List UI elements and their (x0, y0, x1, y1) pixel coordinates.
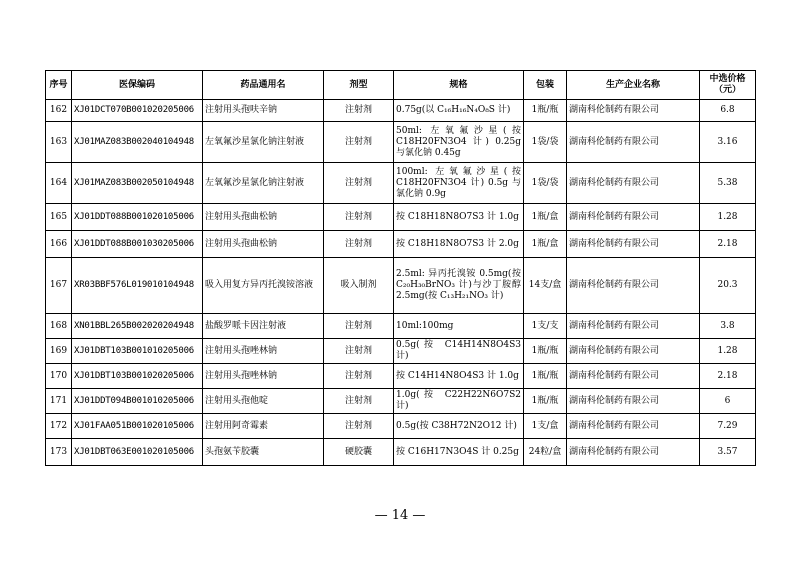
header-maker: 生产企业名称 (567, 71, 700, 100)
cell-name: 吸入用复方异丙托溴铵溶液 (203, 258, 324, 314)
cell-no: 171 (46, 389, 72, 414)
cell-form: 注射剂 (324, 389, 394, 414)
cell-name: 盐酸罗哌卡因注射液 (203, 314, 324, 339)
cell-name: 注射用头孢唑林钠 (203, 339, 324, 364)
cell-form: 吸入制剂 (324, 258, 394, 314)
cell-pack: 1瓶/瓶 (524, 389, 567, 414)
cell-code: XJ01DBT063E001020105006 (72, 439, 203, 466)
cell-pack: 14支/盒 (524, 258, 567, 314)
header-spec: 规格 (394, 71, 524, 100)
cell-price: 3.57 (700, 439, 756, 466)
cell-pack: 1袋/袋 (524, 122, 567, 163)
cell-maker: 湖南科伦制药有限公司 (567, 389, 700, 414)
cell-form: 注射剂 (324, 314, 394, 339)
cell-price: 1.28 (700, 339, 756, 364)
cell-spec: 10ml:100mg (394, 314, 524, 339)
cell-price: 6 (700, 389, 756, 414)
table-row (46, 100, 756, 122)
cell-pack: 1瓶/瓶 (524, 364, 567, 389)
cell-code: XJ01DDT094B001010205006 (72, 389, 203, 414)
cell-code: XR03BBF576L019010104948 (72, 258, 203, 314)
cell-maker: 湖南科伦制药有限公司 (567, 204, 700, 231)
table-row (46, 439, 756, 466)
cell-price: 20.3 (700, 258, 756, 314)
cell-spec: 按 C18H18N8O7S3 计 1.0g (394, 204, 524, 231)
cell-no: 169 (46, 339, 72, 364)
table-row (46, 258, 756, 314)
header-no: 序号 (46, 71, 72, 100)
cell-name: 头孢氨苄胶囊 (203, 439, 324, 466)
cell-no: 170 (46, 364, 72, 389)
cell-price: 2.18 (700, 231, 756, 258)
cell-maker: 湖南科伦制药有限公司 (567, 163, 700, 204)
cell-maker: 湖南科伦制药有限公司 (567, 314, 700, 339)
cell-maker: 湖南科伦制药有限公司 (567, 231, 700, 258)
cell-form: 注射剂 (324, 364, 394, 389)
cell-form: 注射剂 (324, 100, 394, 122)
cell-maker: 湖南科伦制药有限公司 (567, 122, 700, 163)
table-row (46, 204, 756, 231)
cell-name: 注射用头孢曲松钠 (203, 204, 324, 231)
cell-spec: 0.5g(按 C38H72N2O12 计) (394, 414, 524, 439)
header-code: 医保编码 (72, 71, 203, 100)
cell-no: 165 (46, 204, 72, 231)
cell-pack: 1袋/袋 (524, 163, 567, 204)
header-name: 药品通用名 (203, 71, 324, 100)
cell-price: 3.16 (700, 122, 756, 163)
cell-pack: 1瓶/瓶 (524, 100, 567, 122)
cell-no: 164 (46, 163, 72, 204)
cell-pack: 1瓶/盒 (524, 231, 567, 258)
cell-name: 注射用阿奇霉素 (203, 414, 324, 439)
cell-spec: 0.5g(按 C14H14N8O4S3 计) (394, 339, 524, 364)
cell-pack: 1瓶/盒 (524, 204, 567, 231)
cell-price: 1.28 (700, 204, 756, 231)
cell-maker: 湖南科伦制药有限公司 (567, 258, 700, 314)
cell-spec: 100ml: 左氧氟沙星(按C18H20FN3O4 计) 0.5g 与氯化钠 0.9g (394, 163, 524, 204)
cell-form: 注射剂 (324, 163, 394, 204)
cell-spec: 按 C18H18N8O7S3 计 2.0g (394, 231, 524, 258)
cell-pack: 1支/盒 (524, 414, 567, 439)
table-header-row (46, 71, 756, 100)
table-row (46, 339, 756, 364)
cell-pack: 1瓶/瓶 (524, 339, 567, 364)
cell-code: XJ01DCT070B001020205006 (72, 100, 203, 122)
drug-price-table (45, 70, 756, 466)
cell-code: XJ01MAZ083B002050104948 (72, 163, 203, 204)
cell-code: XJ01DBT103B001010205006 (72, 339, 203, 364)
cell-form: 注射剂 (324, 339, 394, 364)
cell-maker: 湖南科伦制药有限公司 (567, 339, 700, 364)
cell-name: 左氧氟沙星氯化钠注射液 (203, 163, 324, 204)
table-row (46, 122, 756, 163)
cell-price: 7.29 (700, 414, 756, 439)
cell-no: 166 (46, 231, 72, 258)
page-number: — 14 — (374, 508, 426, 523)
cell-name: 左氧氟沙星氯化钠注射液 (203, 122, 324, 163)
cell-price: 2.18 (700, 364, 756, 389)
cell-name: 注射用头孢他啶 (203, 389, 324, 414)
cell-maker: 湖南科伦制药有限公司 (567, 364, 700, 389)
cell-form: 注射剂 (324, 231, 394, 258)
cell-code: XJ01MAZ083B002040104948 (72, 122, 203, 163)
table-row (46, 364, 756, 389)
cell-no: 162 (46, 100, 72, 122)
cell-no: 173 (46, 439, 72, 466)
table-row (46, 414, 756, 439)
cell-form: 注射剂 (324, 204, 394, 231)
table-row (46, 389, 756, 414)
cell-code: XN01BBL265B002020204948 (72, 314, 203, 339)
table-row (46, 314, 756, 339)
cell-spec: 2.5ml: 异丙托溴铵 0.5mg(按 C₂₀H₃₀BrNO₃ 计)与沙丁胺醇 2.5mg(按 C₁₃H₂₁NO₃ 计) (394, 258, 524, 314)
cell-spec: 0.75g(以 C₁₆H₁₆N₄O₈S 计) (394, 100, 524, 122)
cell-code: XJ01DDT088B001030205006 (72, 231, 203, 258)
cell-spec: 50ml: 左氧氟沙星(按C18H20FN3O4 计) 0.25g 与氯化钠 0.45g (394, 122, 524, 163)
header-form: 剂型 (324, 71, 394, 100)
cell-form: 注射剂 (324, 414, 394, 439)
table-row (46, 231, 756, 258)
cell-name: 注射用头孢曲松钠 (203, 231, 324, 258)
header-pack: 包装 (524, 71, 567, 100)
cell-spec: 按 C16H17N3O4S 计 0.25g (394, 439, 524, 466)
cell-pack: 1支/支 (524, 314, 567, 339)
cell-price: 6.8 (700, 100, 756, 122)
cell-price: 5.38 (700, 163, 756, 204)
cell-spec: 按 C14H14N8O4S3 计 1.0g (394, 364, 524, 389)
cell-no: 167 (46, 258, 72, 314)
cell-name: 注射用头孢唑林钠 (203, 364, 324, 389)
table-row (46, 163, 756, 204)
cell-no: 172 (46, 414, 72, 439)
cell-code: XJ01DDT088B001020105006 (72, 204, 203, 231)
cell-code: XJ01DBT103B001020205006 (72, 364, 203, 389)
cell-form: 注射剂 (324, 122, 394, 163)
cell-maker: 湖南科伦制药有限公司 (567, 439, 700, 466)
cell-no: 168 (46, 314, 72, 339)
cell-code: XJ01FAA051B001020105006 (72, 414, 203, 439)
header-price: 中选价格（元） (700, 71, 756, 100)
cell-maker: 湖南科伦制药有限公司 (567, 414, 700, 439)
cell-name: 注射用头孢呋辛钠 (203, 100, 324, 122)
cell-maker: 湖南科伦制药有限公司 (567, 100, 700, 122)
cell-form: 硬胶囊 (324, 439, 394, 466)
cell-pack: 24粒/盒 (524, 439, 567, 466)
cell-no: 163 (46, 122, 72, 163)
cell-price: 3.8 (700, 314, 756, 339)
cell-spec: 1.0g(按 C22H22N6O7S2 计) (394, 389, 524, 414)
